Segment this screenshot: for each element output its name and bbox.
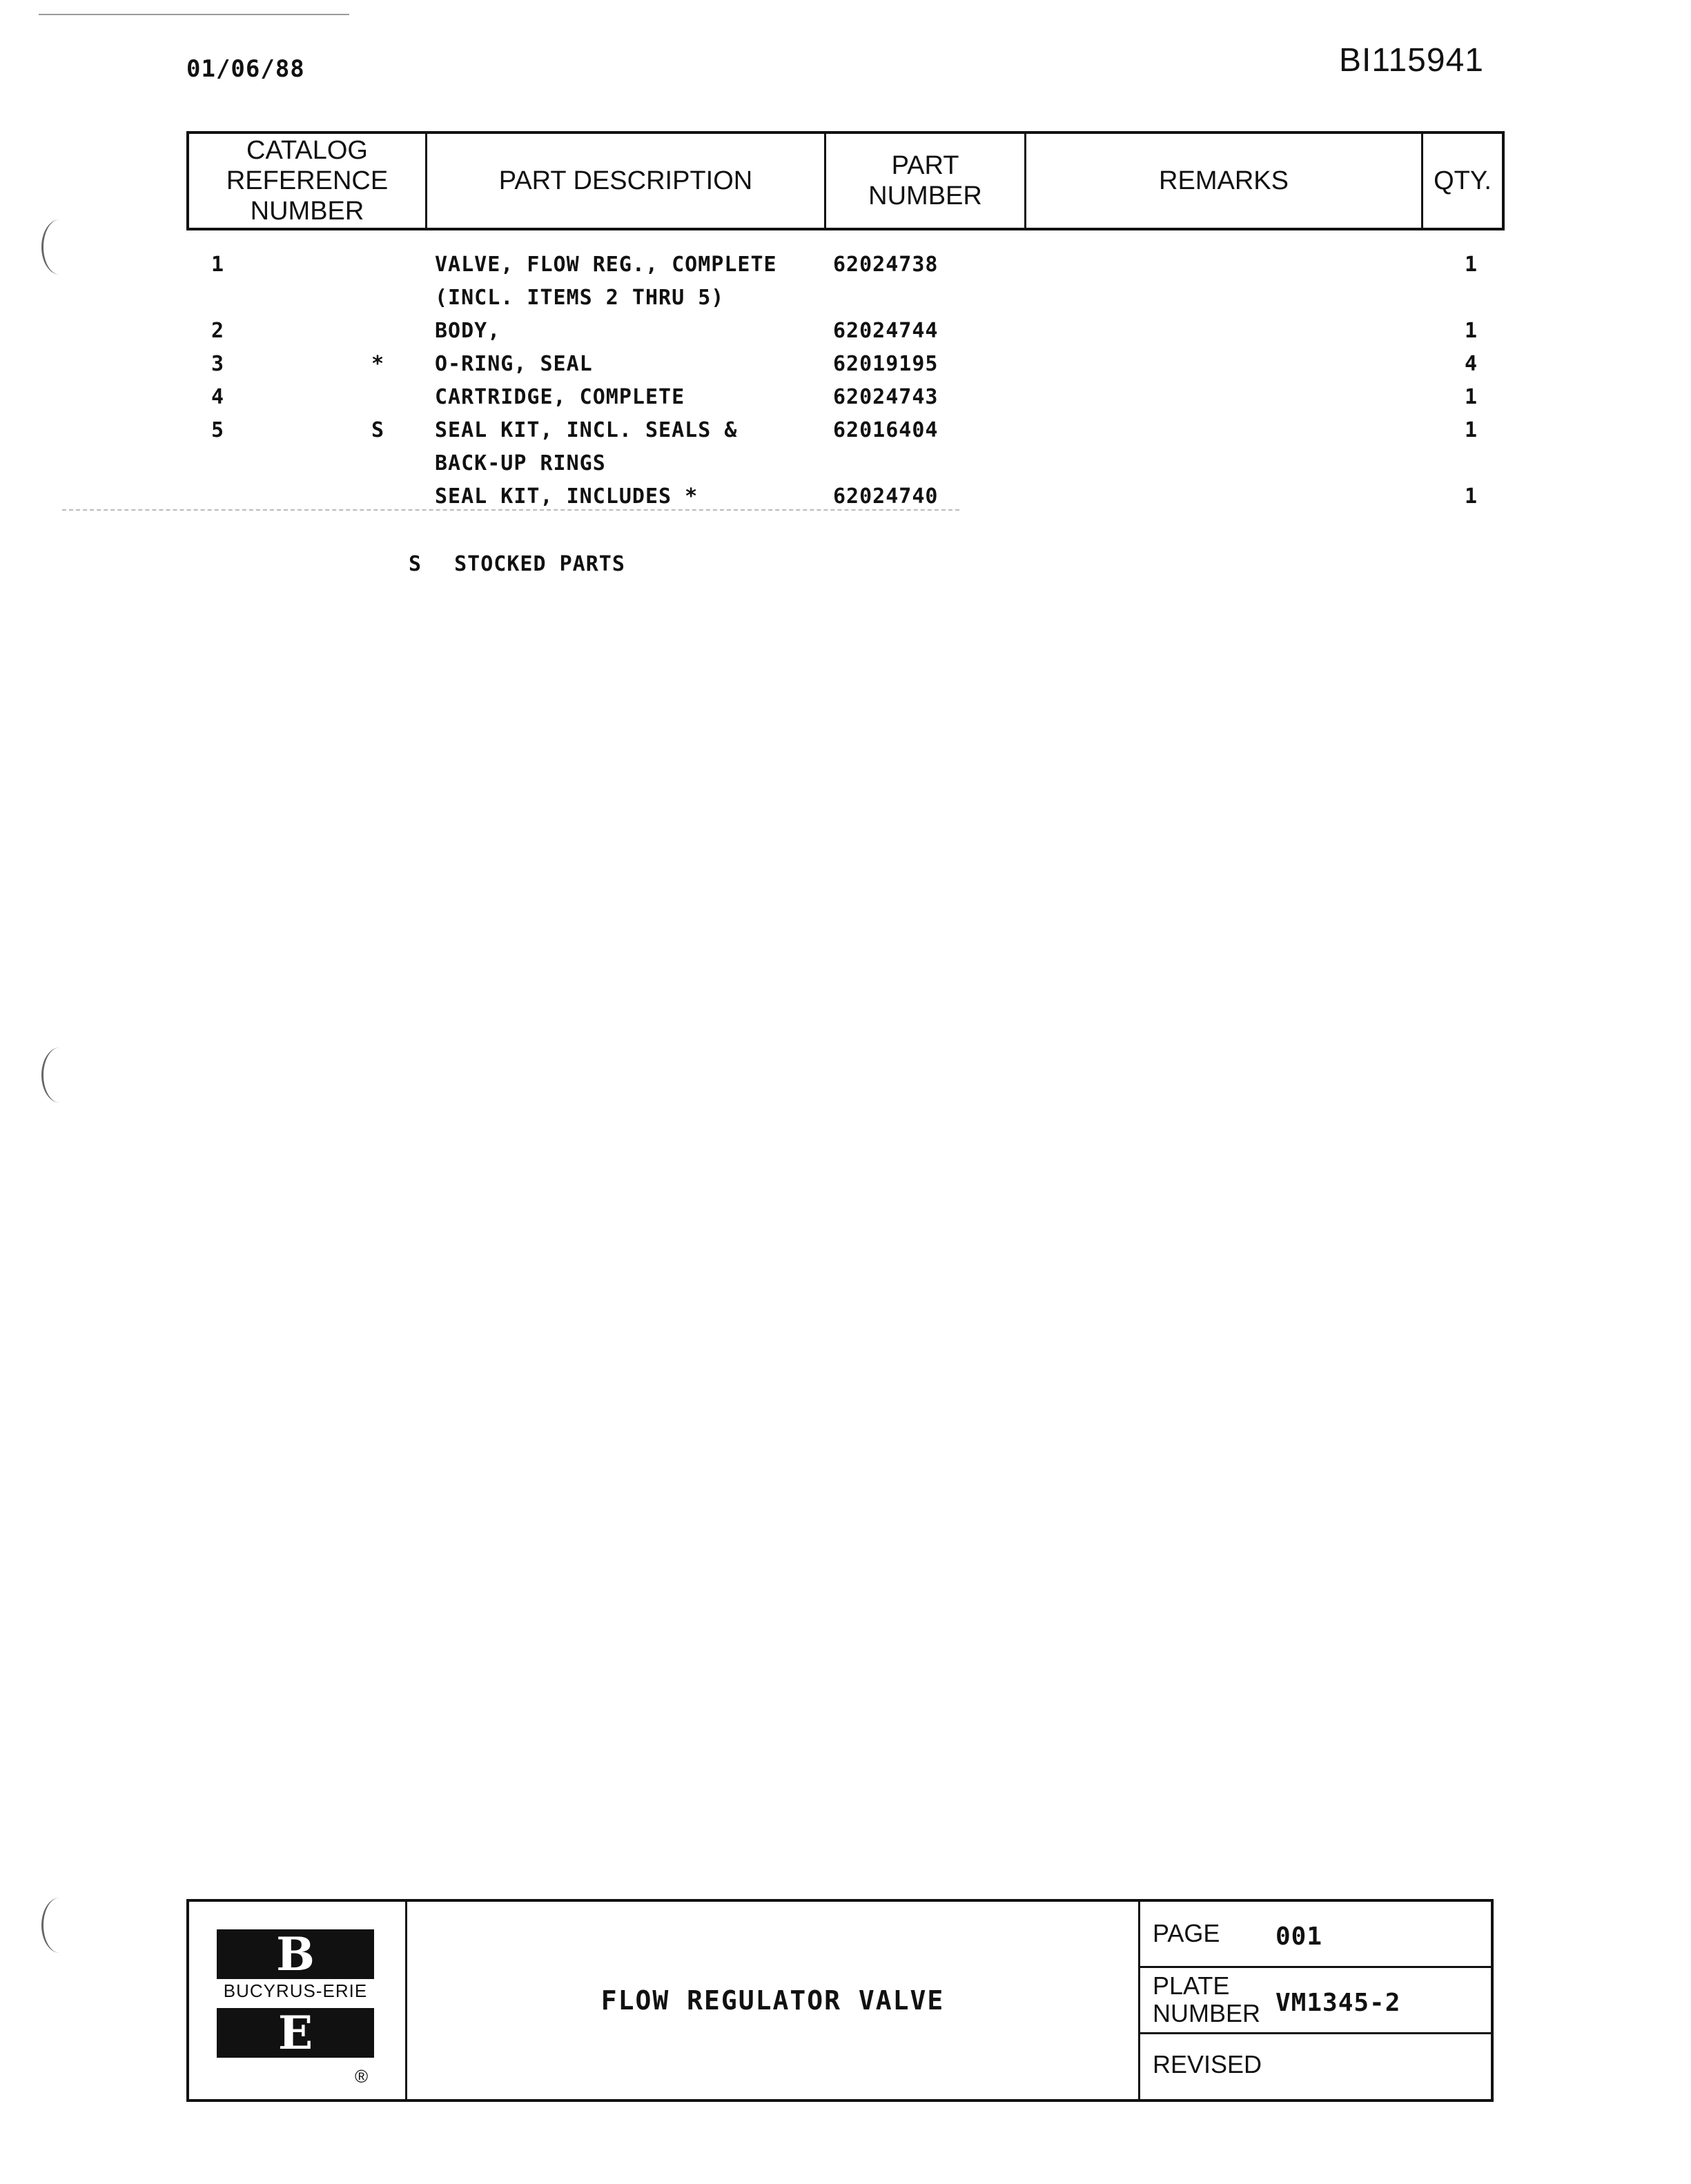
header-catalog-reference-number <box>189 134 427 228</box>
table-row <box>0 352 1691 385</box>
row-qty: 1 <box>1465 418 1478 442</box>
table-row <box>0 418 1691 451</box>
registered-mark-icon: ® <box>355 2066 369 2087</box>
header-part-number <box>826 134 1026 228</box>
row-part-number: 62024738 <box>833 253 939 277</box>
row-qty: 1 <box>1465 484 1478 509</box>
legend <box>409 552 625 576</box>
legend-text: STOCKED PARTS <box>454 552 625 576</box>
page-label: PAGE <box>1153 1919 1220 1947</box>
row-qty: 1 <box>1465 385 1478 409</box>
row-qty: 1 <box>1465 253 1478 277</box>
plate-number-field <box>1140 1968 1491 2034</box>
info-cell <box>1140 1902 1491 2099</box>
top-rule <box>39 14 349 15</box>
title-cell <box>407 1902 1140 2099</box>
header-qty-label: QTY. <box>1434 166 1492 195</box>
row-description: SEAL KIT, INCLUDES * <box>435 484 698 509</box>
table-row <box>0 451 1691 484</box>
row-description: VALVE, FLOW REG., COMPLETE <box>435 253 777 277</box>
row-part-number: 62016404 <box>833 418 939 442</box>
logo-letter-e: E <box>217 2008 374 2058</box>
row-ref: 1 <box>211 253 225 277</box>
row-ref: 2 <box>211 319 225 343</box>
row-qty: 1 <box>1465 319 1478 343</box>
row-mark: S <box>371 418 385 442</box>
row-description: O-RING, SEAL <box>435 352 593 376</box>
parts-table-header <box>186 131 1505 230</box>
company-logo <box>189 1902 407 2099</box>
row-part-number: 62019195 <box>833 352 939 376</box>
drawing-title: FLOW REGULATOR VALVE <box>600 1985 945 2016</box>
document-date: 01/06/88 <box>186 55 305 83</box>
legend-symbol: S <box>409 552 422 576</box>
punch-hole-mark <box>41 1898 78 1953</box>
header-part-description-label: PART DESCRIPTION <box>498 166 753 195</box>
row-ref: 4 <box>211 385 225 409</box>
revised-label: REVISED <box>1153 2050 1262 2078</box>
title-block <box>186 1899 1494 2102</box>
plate-number-label: PLATE NUMBER <box>1153 1971 1261 2027</box>
row-mark: * <box>371 352 385 376</box>
row-ref: 5 <box>211 418 225 442</box>
header-remarks-label: REMARKS <box>1159 166 1289 195</box>
row-description: SEAL KIT, INCL. SEALS & <box>435 418 738 442</box>
header-part-number-label: PART NUMBER <box>868 151 982 210</box>
row-qty: 4 <box>1465 352 1478 376</box>
punch-hole-mark <box>41 1047 78 1103</box>
separator-line <box>62 509 959 511</box>
row-part-number: 62024743 <box>833 385 939 409</box>
plate-number-value: VM1345-2 <box>1275 1989 1401 2017</box>
row-description: CARTRIDGE, COMPLETE <box>435 385 685 409</box>
table-row <box>0 385 1691 418</box>
row-description: BACK-UP RINGS <box>435 451 606 475</box>
row-description: (INCL. ITEMS 2 THRU 5) <box>435 286 725 310</box>
row-ref: 3 <box>211 352 225 376</box>
revised-field <box>1140 2034 1491 2099</box>
page-field <box>1140 1902 1491 1968</box>
logo-letter-b: B <box>217 1929 374 1979</box>
header-qty <box>1423 134 1502 228</box>
row-part-number: 62024740 <box>833 484 939 509</box>
document-id: BI115941 <box>1339 42 1484 79</box>
table-row <box>0 319 1691 352</box>
row-part-number: 62024744 <box>833 319 939 343</box>
header-remarks <box>1026 134 1423 228</box>
logo-company-name: BUCYRUS-ERIE <box>223 1980 368 2001</box>
header-catalog-label: CATALOG REFERENCE NUMBER <box>226 136 389 226</box>
table-row <box>0 484 1691 518</box>
header-part-description <box>427 134 826 228</box>
table-row <box>0 253 1691 286</box>
table-row <box>0 286 1691 319</box>
row-description: BODY, <box>435 319 501 343</box>
page-value: 001 <box>1275 1922 1323 1951</box>
